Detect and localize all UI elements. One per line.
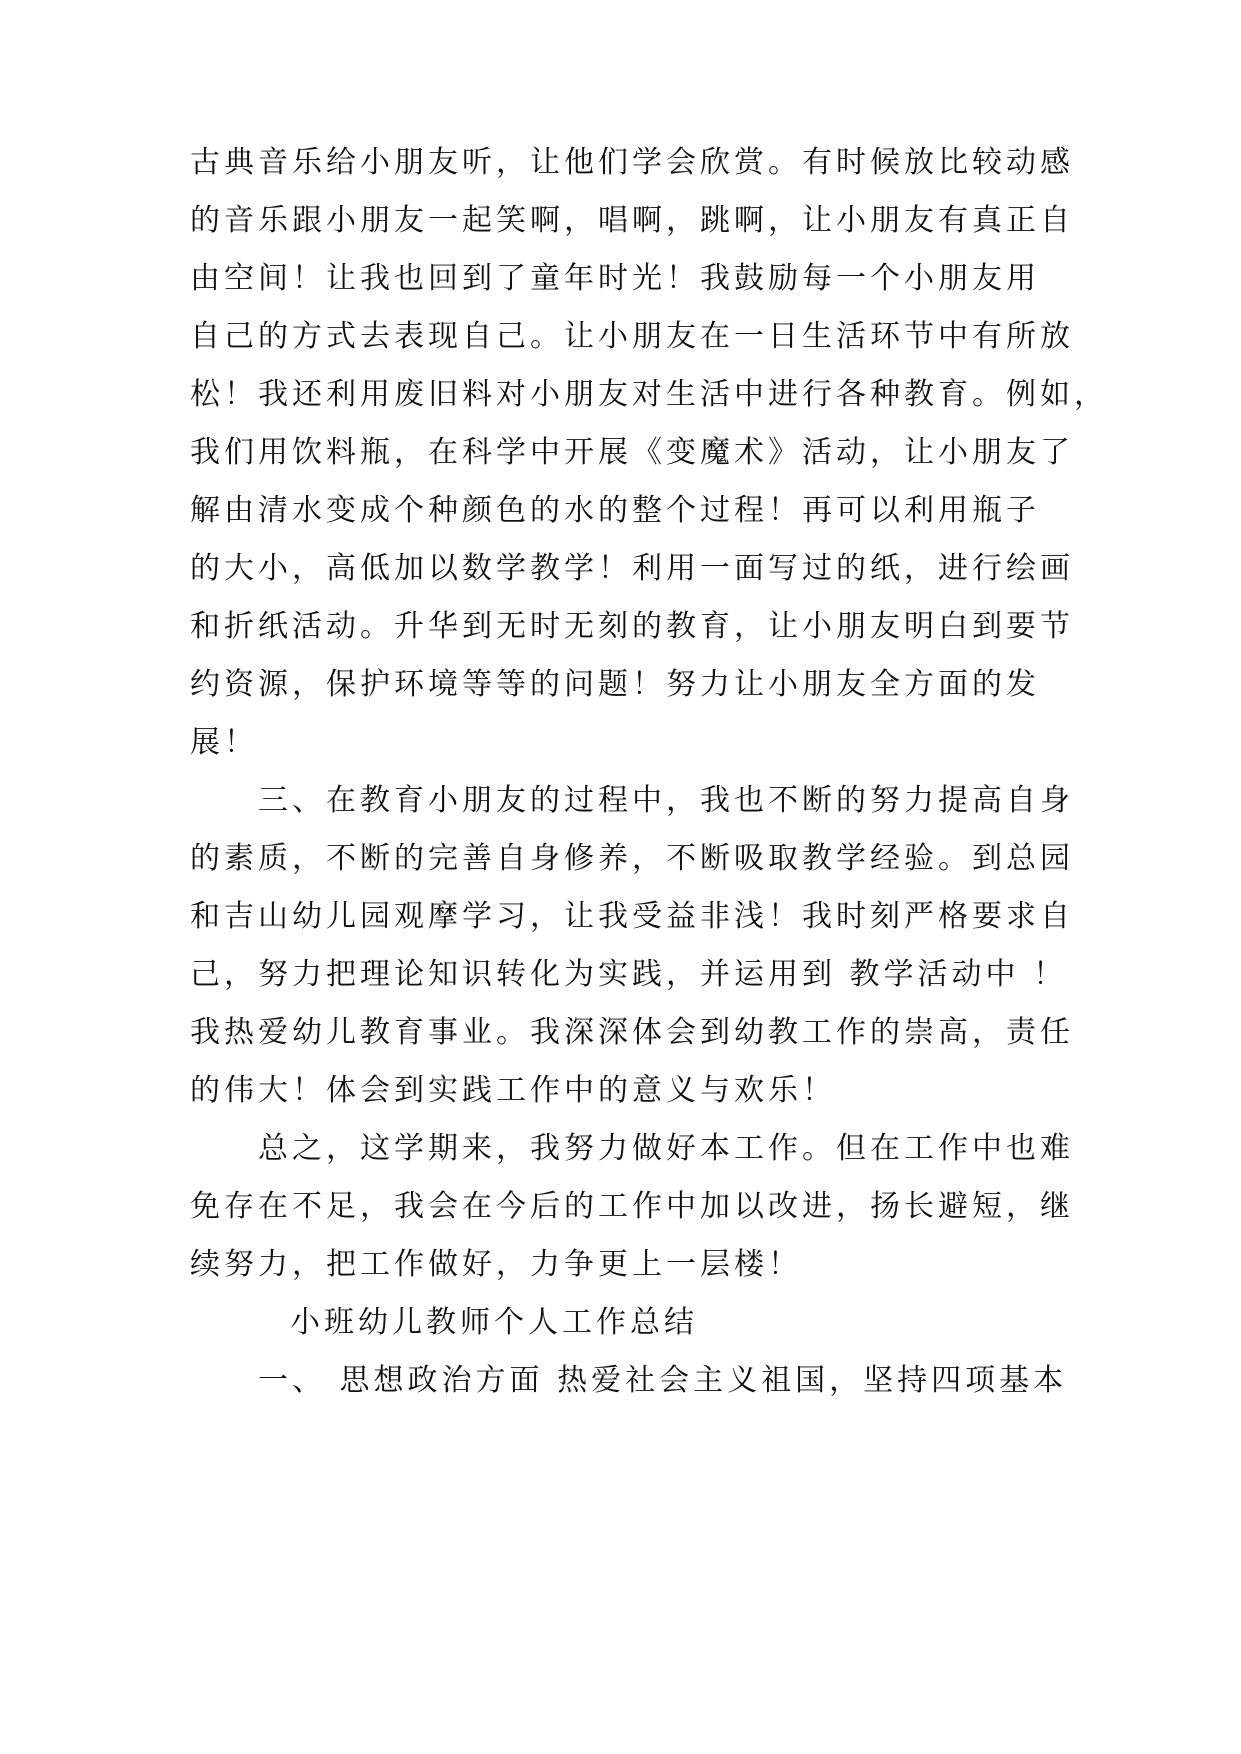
text-line: 我们用饮料瓶，在科学中开展《变魔术》活动，让小朋友了: [190, 435, 1074, 470]
text-line: 的大小，高低加以数学教学！利用一面写过的纸，进行绘画: [190, 551, 1074, 586]
text-line: 松！我还利用废旧料对小朋友对生活中进行各种教育。例如，: [190, 377, 1108, 412]
text-line: 我热爱幼儿教育事业。我深深体会到幼教工作的崇高，责任: [190, 1015, 1074, 1050]
text-line: 的音乐跟小朋友一起笑啊，唱啊，跳啊，让小朋友有真正自: [190, 203, 1074, 238]
text-line: 展！: [190, 725, 258, 760]
text-line: 自己的方式去表现自己。让小朋友在一日生活环节中有所放: [190, 319, 1074, 354]
text-line: 约资源，保护环境等等的问题！努力让小朋友全方面的发: [190, 667, 1040, 702]
text-line: 三、在教育小朋友的过程中，我也不断的努力提高自身: [258, 783, 1074, 818]
text-line: 古典音乐给小朋友听，让他们学会欣赏。有时候放比较动感: [190, 145, 1074, 180]
text-line: 由空间！让我也回到了童年时光！我鼓励每一个小朋友用: [190, 261, 1040, 296]
text-line: 己，努力把理论知识转化为实践，并运用到 教学活动中 ！: [190, 957, 1068, 992]
text-line: 和吉山幼儿园观摩学习，让我受益非浅！我时刻严格要求自: [190, 899, 1074, 934]
text-line: 免存在不足，我会在今后的工作中加以改进，扬长避短，继: [190, 1189, 1074, 1224]
text-line: 解由清水变成个种颜色的水的整个过程！再可以利用瓶子: [190, 493, 1040, 528]
text-line: 总之，这学期来，我努力做好本工作。但在工作中也难: [258, 1131, 1074, 1166]
text-line: 的素质，不断的完善自身修养，不断吸取教学经验。到总园: [190, 841, 1074, 876]
text-line: 和折纸活动。升华到无时无刻的教育，让小朋友明白到要节: [190, 609, 1074, 644]
text-line: 续努力，把工作做好，力争更上一层楼！: [190, 1247, 802, 1282]
text-line: 的伟大！体会到实践工作中的意义与欢乐！: [190, 1073, 836, 1108]
text-line: 一、 思想政治方面 热爱社会主义祖国，坚持四项基本: [258, 1363, 1068, 1398]
section-title: 小班幼儿教师个人工作总结: [290, 1305, 698, 1340]
